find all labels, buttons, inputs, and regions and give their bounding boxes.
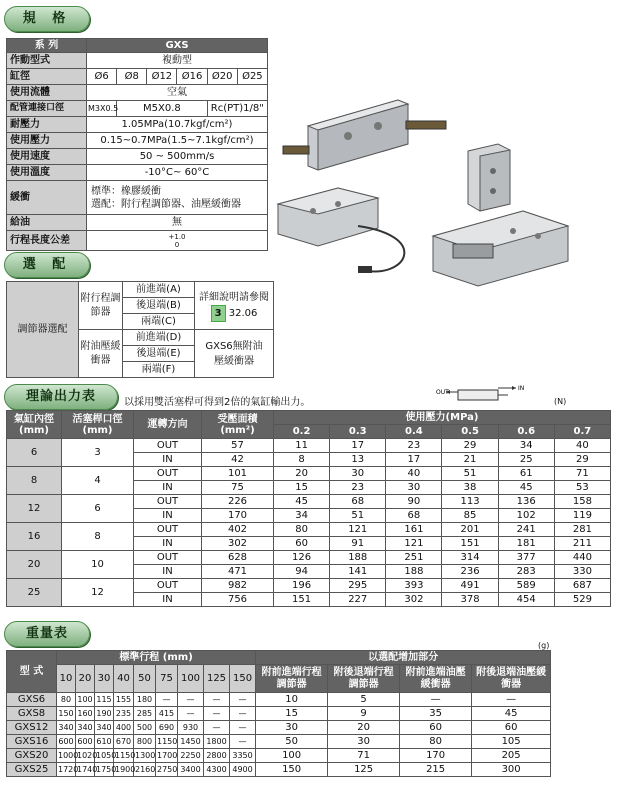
bore-value: Ø12: [147, 69, 177, 85]
stroke-weight: 930: [178, 721, 204, 735]
force-bore: 12: [7, 495, 62, 523]
stroke-weight: 1050: [95, 749, 114, 763]
option-a: 前進端(A): [123, 282, 195, 298]
port-m3: M3X0.5: [87, 101, 117, 117]
force-value: 211: [554, 537, 610, 551]
force-area: 628: [202, 551, 274, 565]
weight-row: [7, 721, 551, 735]
force-value: 141: [330, 565, 386, 579]
weight-row: [7, 763, 551, 777]
stroke-header: 50: [134, 665, 156, 693]
stroke-weight: 3350: [230, 749, 256, 763]
force-value: 161: [386, 523, 442, 537]
force-bore: 6: [7, 439, 62, 467]
stroke-weight: 415: [156, 707, 178, 721]
force-header-dir: 運轉方向: [134, 411, 202, 439]
force-value: 201: [442, 523, 498, 537]
shock-absorber-label: 附油壓緩衝器: [79, 330, 123, 378]
force-value: 330: [554, 565, 610, 579]
force-area: 170: [202, 509, 274, 523]
force-value: 158: [554, 495, 610, 509]
temp-value: -10°C~ 60°C: [87, 165, 268, 181]
stroke-weight: 340: [57, 721, 76, 735]
pressure-header: 0.3: [330, 425, 386, 439]
option-weight: 30: [328, 735, 400, 749]
stroke-weight: —: [230, 735, 256, 749]
option-weight: 205: [472, 749, 551, 763]
bore-value: Ø6: [87, 69, 117, 85]
stroke-weight: 1720: [57, 763, 76, 777]
force-value: 377: [498, 551, 554, 565]
force-value: 29: [554, 453, 610, 467]
stroke-weight: 1150: [114, 749, 134, 763]
force-rod: 6: [62, 495, 134, 523]
option-weight: 125: [328, 763, 400, 777]
force-value: 126: [274, 551, 330, 565]
force-value: 121: [386, 537, 442, 551]
stroke-weight: 800: [134, 735, 156, 749]
stroke-header: 30: [95, 665, 114, 693]
stroke-weight: —: [230, 707, 256, 721]
series-value: GXS: [87, 39, 268, 53]
force-area: 42: [202, 453, 274, 467]
stroke-weight: 4300: [204, 763, 230, 777]
stroke-header: 10: [57, 665, 76, 693]
force-value: 378: [442, 593, 498, 607]
stroke-header: 40: [114, 665, 134, 693]
stroke-adjuster-label: 附行程調節器: [79, 282, 123, 330]
force-rod: 12: [62, 579, 134, 607]
force-value: 60: [274, 537, 330, 551]
force-dir: OUT: [134, 467, 202, 481]
stroke-weight: —: [204, 707, 230, 721]
force-value: 121: [330, 523, 386, 537]
force-row: [7, 495, 611, 509]
stroke-header: 20: [76, 665, 95, 693]
force-value: 196: [274, 579, 330, 593]
fluid-value: 空氣: [87, 85, 268, 101]
force-value: 17: [386, 453, 442, 467]
option-weight: 20: [328, 721, 400, 735]
stroke-weight: —: [230, 693, 256, 707]
force-area: 402: [202, 523, 274, 537]
force-rod: 8: [62, 523, 134, 551]
force-value: 40: [386, 467, 442, 481]
force-value: 17: [330, 439, 386, 453]
force-area: 57: [202, 439, 274, 453]
stroke-weight: 1000: [57, 749, 76, 763]
force-value: 91: [330, 537, 386, 551]
stroke-weight: —: [204, 693, 230, 707]
force-row: [7, 467, 611, 481]
weight-model: GXS8: [7, 707, 57, 721]
force-area: 226: [202, 495, 274, 509]
stroke-weight: 1700: [156, 749, 178, 763]
force-value: 15: [274, 481, 330, 495]
option-weight: 35: [400, 707, 472, 721]
force-value: 51: [330, 509, 386, 523]
option-weight-header: 附後退端行程調節器: [328, 665, 400, 693]
force-value: 71: [554, 467, 610, 481]
force-dir: OUT: [134, 579, 202, 593]
stroke-weight: 160: [76, 707, 95, 721]
force-value: 8: [274, 453, 330, 467]
option-weight: 80: [400, 735, 472, 749]
bore-value: Ø20: [207, 69, 237, 85]
stroke-weight: 2750: [156, 763, 178, 777]
lube-value: 無: [87, 215, 268, 231]
force-value: 34: [274, 509, 330, 523]
force-value: 236: [442, 565, 498, 579]
force-value: 90: [386, 495, 442, 509]
diagram-out-label: OUT: [436, 389, 449, 396]
force-value: 283: [498, 565, 554, 579]
stroke-weight: 1020: [76, 749, 95, 763]
bore-value: Ø8: [117, 69, 147, 85]
pressure-header: 0.6: [498, 425, 554, 439]
force-value: 13: [330, 453, 386, 467]
proof-value: 1.05MPa(10.7kgf/cm²): [87, 117, 268, 133]
option-weight: 30: [256, 721, 328, 735]
lube-label: 給油: [7, 215, 87, 231]
stroke-weight: 400: [114, 721, 134, 735]
option-weight-header: 附前進端油壓緩衝器: [400, 665, 472, 693]
force-note: 以採用雙活塞桿可得到2倍的氣缸輸出力。: [124, 397, 311, 408]
weight-row: [7, 749, 551, 763]
stroke-weight: 1900: [114, 763, 134, 777]
force-value: 113: [442, 495, 498, 509]
stroke-weight: 235: [114, 707, 134, 721]
diagram-in-label: IN: [518, 385, 525, 392]
force-value: 151: [442, 537, 498, 551]
stroke-weight: 115: [95, 693, 114, 707]
force-value: 136: [498, 495, 554, 509]
force-area: 101: [202, 467, 274, 481]
stroke-weight: 600: [76, 735, 95, 749]
pressure-label: 使用壓力: [7, 133, 87, 149]
force-area: 75: [202, 481, 274, 495]
bore-value: Ø16: [177, 69, 207, 85]
stroke-header: 75: [156, 665, 178, 693]
stroke-weight: 1750: [95, 763, 114, 777]
force-header-rod: 活塞桿口徑(mm): [62, 411, 134, 439]
piston-direction-diagram: [436, 384, 526, 404]
option-weight: 300: [472, 763, 551, 777]
stroke-weight: 2800: [204, 749, 230, 763]
force-value: 25: [498, 453, 554, 467]
stroke-header: 125: [204, 665, 230, 693]
stroke-weight: 500: [134, 721, 156, 735]
options-section-title: 選 配: [4, 252, 90, 278]
force-area: 982: [202, 579, 274, 593]
force-value: 687: [554, 579, 610, 593]
series-label: 系 列: [7, 39, 87, 53]
option-weight-header: 附後退端油壓緩衝器: [472, 665, 551, 693]
force-value: 34: [498, 439, 554, 453]
force-value: 38: [442, 481, 498, 495]
fluid-label: 使用流體: [7, 85, 87, 101]
tolerance-value: +1.0 0: [87, 231, 268, 251]
pressure-header: 0.2: [274, 425, 330, 439]
force-value: 61: [498, 467, 554, 481]
force-value: 85: [442, 509, 498, 523]
option-weight: 50: [256, 735, 328, 749]
force-value: 188: [386, 565, 442, 579]
stroke-weight: 690: [156, 721, 178, 735]
force-value: 30: [330, 467, 386, 481]
tolerance-label: 行程長度公差: [7, 231, 87, 251]
force-dir: IN: [134, 509, 202, 523]
force-row: [7, 551, 611, 565]
force-value: 23: [386, 439, 442, 453]
force-value: 80: [274, 523, 330, 537]
force-value: 589: [498, 579, 554, 593]
force-value: 45: [274, 495, 330, 509]
option-weight: —: [400, 693, 472, 707]
pressure-value: 0.15~0.7MPa(1.5~7.1kgf/cm²): [87, 133, 268, 149]
stroke-weight: 2160: [134, 763, 156, 777]
page-ref-badge: 3: [211, 305, 226, 322]
option-weight: 45: [472, 707, 551, 721]
force-area: 471: [202, 565, 274, 579]
options-note-stroke: 詳細說明請參閱 3 32.06: [195, 282, 274, 330]
cylinder-small-unit: [468, 144, 510, 211]
stroke-weight: 100: [76, 693, 95, 707]
force-value: 181: [498, 537, 554, 551]
force-value: 529: [554, 593, 610, 607]
spec-table: [6, 38, 268, 251]
stroke-weight: 670: [114, 735, 134, 749]
force-value: 281: [554, 523, 610, 537]
force-header-pressure: 使用壓力(MPa): [274, 411, 611, 425]
port-m5: M5X0.8: [117, 101, 207, 117]
force-value: 227: [330, 593, 386, 607]
pressure-header: 0.7: [554, 425, 610, 439]
stroke-weight: 340: [95, 721, 114, 735]
force-dir: IN: [134, 453, 202, 467]
stroke-weight: 190: [95, 707, 114, 721]
stroke-header: 100: [178, 665, 204, 693]
option-weight: 71: [328, 749, 400, 763]
cushion-value: 標準：橡膠緩衝 選配：附行程調節器、油壓緩衝器: [87, 181, 268, 215]
force-value: 23: [330, 481, 386, 495]
weight-model: GXS25: [7, 763, 57, 777]
force-value: 45: [498, 481, 554, 495]
force-dir: IN: [134, 565, 202, 579]
force-table: [6, 410, 611, 607]
weight-table: [6, 650, 551, 777]
cylinder-with-shock-absorber-unit: [433, 211, 568, 286]
force-value: 295: [330, 579, 386, 593]
stroke-weight: 600: [57, 735, 76, 749]
force-value: 241: [498, 523, 554, 537]
weight-header-model: 型 式: [7, 651, 57, 693]
port-label: 配管連接口徑: [7, 101, 87, 117]
force-area: 302: [202, 537, 274, 551]
weight-model: GXS20: [7, 749, 57, 763]
weight-unit: (g): [538, 641, 550, 650]
option-weight: 100: [256, 749, 328, 763]
force-row: [7, 579, 611, 593]
stroke-weight: 155: [114, 693, 134, 707]
option-e: 後退端(E): [123, 346, 195, 362]
spec-section-title: 規 格: [4, 6, 90, 32]
stroke-weight: 340: [76, 721, 95, 735]
stroke-weight: —: [230, 721, 256, 735]
force-bore: 8: [7, 467, 62, 495]
force-rod: 4: [62, 467, 134, 495]
option-weight-header: 附前進端行程調節器: [256, 665, 328, 693]
option-weight: 60: [400, 721, 472, 735]
force-dir: IN: [134, 593, 202, 607]
stroke-weight: —: [156, 693, 178, 707]
option-weight: 150: [256, 763, 328, 777]
stroke-weight: 1740: [76, 763, 95, 777]
stroke-weight: —: [204, 721, 230, 735]
force-bore: 16: [7, 523, 62, 551]
force-value: 454: [498, 593, 554, 607]
stroke-weight: 1300: [134, 749, 156, 763]
pressure-header: 0.5: [442, 425, 498, 439]
force-value: 30: [386, 481, 442, 495]
force-row: [7, 523, 611, 537]
option-weight: 170: [400, 749, 472, 763]
proof-label: 耐壓力: [7, 117, 87, 133]
options-table: [6, 281, 274, 378]
force-area: 756: [202, 593, 274, 607]
cylinder-with-sensor-unit: [278, 188, 404, 273]
action-value: 複動型: [87, 53, 268, 69]
force-value: 68: [330, 495, 386, 509]
weight-row: [7, 693, 551, 707]
force-value: 68: [386, 509, 442, 523]
force-value: 302: [386, 593, 442, 607]
pressure-header: 0.4: [386, 425, 442, 439]
weight-model: GXS12: [7, 721, 57, 735]
action-label: 作動型式: [7, 53, 87, 69]
option-weight: 9: [328, 707, 400, 721]
port-rc: Rc(PT)1/8": [207, 101, 267, 117]
option-b: 後退端(B): [123, 298, 195, 314]
force-value: 53: [554, 481, 610, 495]
stroke-weight: —: [178, 693, 204, 707]
stroke-weight: 1800: [204, 735, 230, 749]
stroke-weight: 285: [134, 707, 156, 721]
option-weight: 5: [328, 693, 400, 707]
stroke-weight: —: [178, 707, 204, 721]
stroke-weight: 4900: [230, 763, 256, 777]
force-row: [7, 439, 611, 453]
force-value: 20: [274, 467, 330, 481]
bore-value: Ø25: [237, 69, 267, 85]
option-c: 兩端(C): [123, 314, 195, 330]
force-value: 102: [498, 509, 554, 523]
force-header-bore: 氣缸內徑(mm): [7, 411, 62, 439]
option-weight: 215: [400, 763, 472, 777]
option-f: 兩端(F): [123, 362, 195, 378]
cushion-label: 緩衝: [7, 181, 87, 215]
force-value: 314: [442, 551, 498, 565]
stroke-weight: 1450: [178, 735, 204, 749]
option-weight: 60: [472, 721, 551, 735]
force-rod: 10: [62, 551, 134, 579]
force-value: 440: [554, 551, 610, 565]
stroke-weight: 2250: [178, 749, 204, 763]
options-note-shock: GXS6無附油壓緩衝器: [195, 330, 274, 378]
temp-label: 使用溫度: [7, 165, 87, 181]
option-weight: —: [472, 693, 551, 707]
weight-row: [7, 735, 551, 749]
force-bore: 25: [7, 579, 62, 607]
stroke-weight: 150: [57, 707, 76, 721]
force-value: 11: [274, 439, 330, 453]
option-weight: 15: [256, 707, 328, 721]
force-value: 29: [442, 439, 498, 453]
option-d: 前進端(D): [123, 330, 195, 346]
force-value: 21: [442, 453, 498, 467]
weight-model: GXS6: [7, 693, 57, 707]
force-value: 151: [274, 593, 330, 607]
force-dir: OUT: [134, 439, 202, 453]
stroke-weight: 610: [95, 735, 114, 749]
bore-label: 缸徑: [7, 69, 87, 85]
force-value: 393: [386, 579, 442, 593]
weight-header-options: 以選配增加部分: [256, 651, 551, 665]
force-dir: OUT: [134, 523, 202, 537]
force-dir: OUT: [134, 495, 202, 509]
force-value: 251: [386, 551, 442, 565]
force-dir: IN: [134, 537, 202, 551]
option-weight: 10: [256, 693, 328, 707]
force-dir: IN: [134, 481, 202, 495]
force-section-title: 理論出力表: [4, 384, 118, 410]
force-value: 94: [274, 565, 330, 579]
force-bore: 20: [7, 551, 62, 579]
weight-header-stroke: 標準行程 (mm): [57, 651, 256, 665]
force-value: 491: [442, 579, 498, 593]
speed-label: 使用速度: [7, 149, 87, 165]
options-group-label: 調節器選配: [7, 282, 79, 378]
cylinder-product-illustration: [278, 86, 618, 296]
force-value: 119: [554, 509, 610, 523]
force-unit: (N): [554, 397, 567, 406]
stroke-weight: 1150: [156, 735, 178, 749]
force-value: 188: [330, 551, 386, 565]
force-rod: 3: [62, 439, 134, 467]
option-weight: 105: [472, 735, 551, 749]
weight-row: [7, 707, 551, 721]
force-header-area: 受壓面積(mm²): [202, 411, 274, 439]
force-dir: OUT: [134, 551, 202, 565]
weight-section-title: 重量表: [4, 621, 90, 647]
speed-value: 50 ~ 500mm/s: [87, 149, 268, 165]
stroke-weight: 180: [134, 693, 156, 707]
stroke-weight: 80: [57, 693, 76, 707]
stroke-weight: 3400: [178, 763, 204, 777]
force-value: 40: [554, 439, 610, 453]
cylinder-large-unit: [283, 100, 446, 170]
force-value: 51: [442, 467, 498, 481]
weight-model: GXS16: [7, 735, 57, 749]
stroke-header: 150: [230, 665, 256, 693]
